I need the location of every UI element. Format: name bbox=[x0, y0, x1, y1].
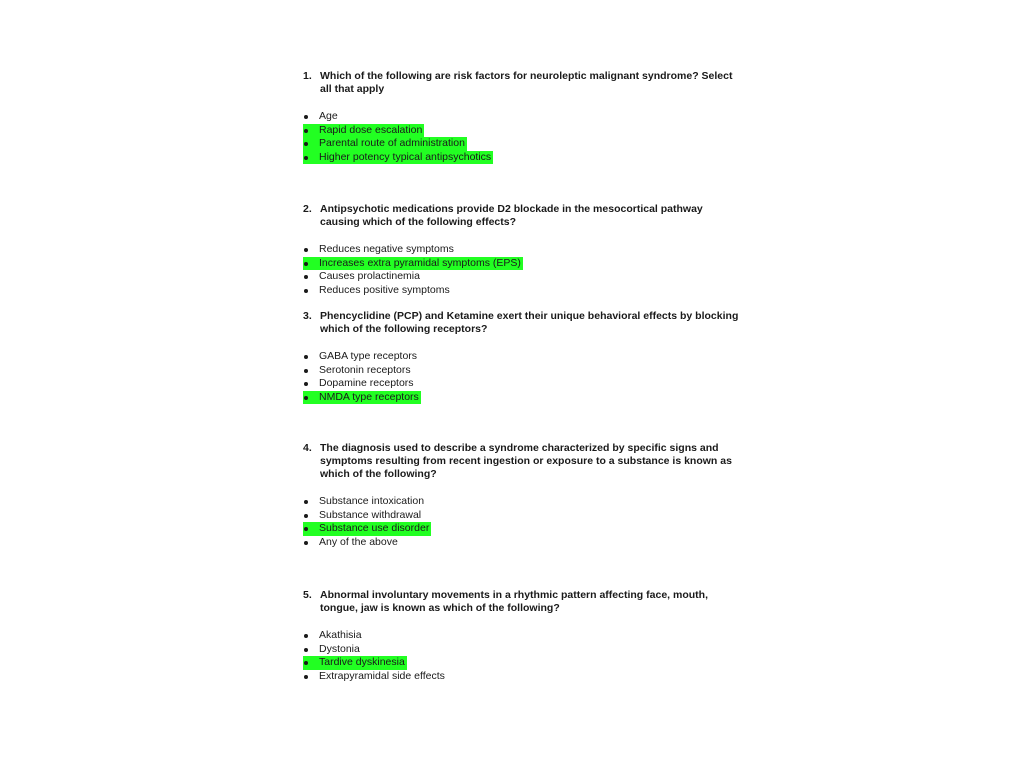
bullet-icon bbox=[304, 248, 308, 252]
option-label: Substance intoxication bbox=[319, 495, 425, 507]
bullet-icon bbox=[304, 514, 308, 518]
option-label: Serotonin receptors bbox=[319, 363, 411, 376]
option-label: Rapid dose escalation bbox=[319, 123, 423, 136]
option-label: Reduces negative symptoms bbox=[319, 243, 454, 255]
bullet-icon bbox=[304, 396, 308, 400]
bullet-icon bbox=[304, 355, 308, 359]
option-list bbox=[303, 110, 743, 164]
bullet-icon bbox=[304, 142, 308, 146]
option-label: Age bbox=[319, 110, 338, 122]
option-label: Extrapyramidal side effects bbox=[319, 669, 445, 682]
option-label: Higher potency typical antipsychotics bbox=[319, 150, 492, 163]
option-item bbox=[303, 284, 743, 298]
option-label: Dopamine receptors bbox=[319, 377, 414, 390]
bullet-icon bbox=[304, 262, 308, 266]
option-label: Increases extra pyramidal symptoms (EPS) bbox=[319, 256, 521, 269]
option-item bbox=[303, 377, 743, 391]
option-label: Any of the above bbox=[319, 535, 398, 548]
question-text: Which of the following are risk factors for neuroleptic malignant syndrome? Select all that apply bbox=[320, 70, 733, 95]
bullet-icon bbox=[304, 648, 308, 652]
option-item bbox=[303, 643, 743, 657]
question-5 bbox=[303, 589, 743, 683]
option-item bbox=[303, 656, 743, 670]
option-item bbox=[303, 364, 743, 378]
question-3-header bbox=[303, 310, 743, 336]
question-text: The diagnosis used to describe a syndrome characterized by specific signs and symptoms resulting from recent ingestion or exposure to a substance is known as which of the following? bbox=[320, 442, 732, 480]
question-text: Antipsychotic medications provide D2 blockade in the mesocortical pathway causing which of the following effects? bbox=[320, 203, 703, 228]
bullet-icon bbox=[304, 527, 308, 531]
option-item bbox=[303, 629, 743, 643]
bullet-icon bbox=[304, 369, 308, 373]
bullet-icon bbox=[304, 541, 308, 545]
bullet-icon bbox=[304, 500, 308, 504]
bullet-icon bbox=[304, 382, 308, 386]
option-item bbox=[303, 257, 743, 271]
option-item bbox=[303, 495, 743, 509]
question-3 bbox=[303, 310, 743, 404]
option-label: NMDA type receptors bbox=[319, 390, 419, 403]
question-5-header bbox=[303, 589, 743, 615]
bullet-icon bbox=[304, 115, 308, 119]
option-list bbox=[303, 495, 743, 549]
question-number: 1. bbox=[303, 70, 312, 82]
question-number: 2. bbox=[303, 203, 312, 215]
option-label: Tardive dyskinesia bbox=[319, 656, 405, 669]
question-4 bbox=[303, 442, 743, 549]
option-item bbox=[303, 670, 743, 684]
option-label: GABA type receptors bbox=[319, 350, 418, 362]
option-list bbox=[303, 350, 743, 404]
option-item bbox=[303, 110, 743, 124]
option-item bbox=[303, 137, 743, 151]
question-4-header bbox=[303, 442, 743, 481]
option-list bbox=[303, 243, 743, 297]
bullet-icon bbox=[304, 156, 308, 160]
option-label: Parental route of administration bbox=[319, 137, 465, 150]
option-item bbox=[303, 350, 743, 364]
option-item bbox=[303, 124, 743, 138]
question-number: 4. bbox=[303, 442, 312, 454]
option-item bbox=[303, 391, 743, 405]
option-item bbox=[303, 243, 743, 257]
bullet-icon bbox=[304, 634, 308, 638]
bullet-icon bbox=[304, 275, 308, 279]
question-2-header bbox=[303, 203, 743, 229]
option-label: Causes prolactinemia bbox=[319, 270, 420, 283]
question-2 bbox=[303, 203, 743, 297]
bullet-icon bbox=[304, 289, 308, 293]
option-item bbox=[303, 151, 743, 165]
question-1 bbox=[303, 70, 743, 164]
option-label: Substance withdrawal bbox=[319, 508, 422, 521]
question-text: Abnormal involuntary movements in a rhythmic pattern affecting face, mouth, tongue, jaw is known as which of the following? bbox=[320, 589, 708, 614]
question-number: 5. bbox=[303, 589, 312, 601]
option-item bbox=[303, 270, 743, 284]
option-list bbox=[303, 629, 743, 683]
option-label: Akathisia bbox=[319, 629, 362, 641]
option-item bbox=[303, 536, 743, 550]
option-item bbox=[303, 522, 743, 536]
option-label: Dystonia bbox=[319, 642, 360, 655]
bullet-icon bbox=[304, 129, 308, 133]
question-text: Phencyclidine (PCP) and Ketamine exert their unique behavioral effects by blocking which of the following receptors? bbox=[320, 310, 739, 335]
bullet-icon bbox=[304, 675, 308, 679]
bullet-icon bbox=[304, 661, 308, 665]
option-label: Reduces positive symptoms bbox=[319, 283, 450, 296]
question-1-header bbox=[303, 70, 743, 96]
option-item bbox=[303, 509, 743, 523]
option-label: Substance use disorder bbox=[319, 522, 430, 535]
question-number: 3. bbox=[303, 310, 312, 322]
